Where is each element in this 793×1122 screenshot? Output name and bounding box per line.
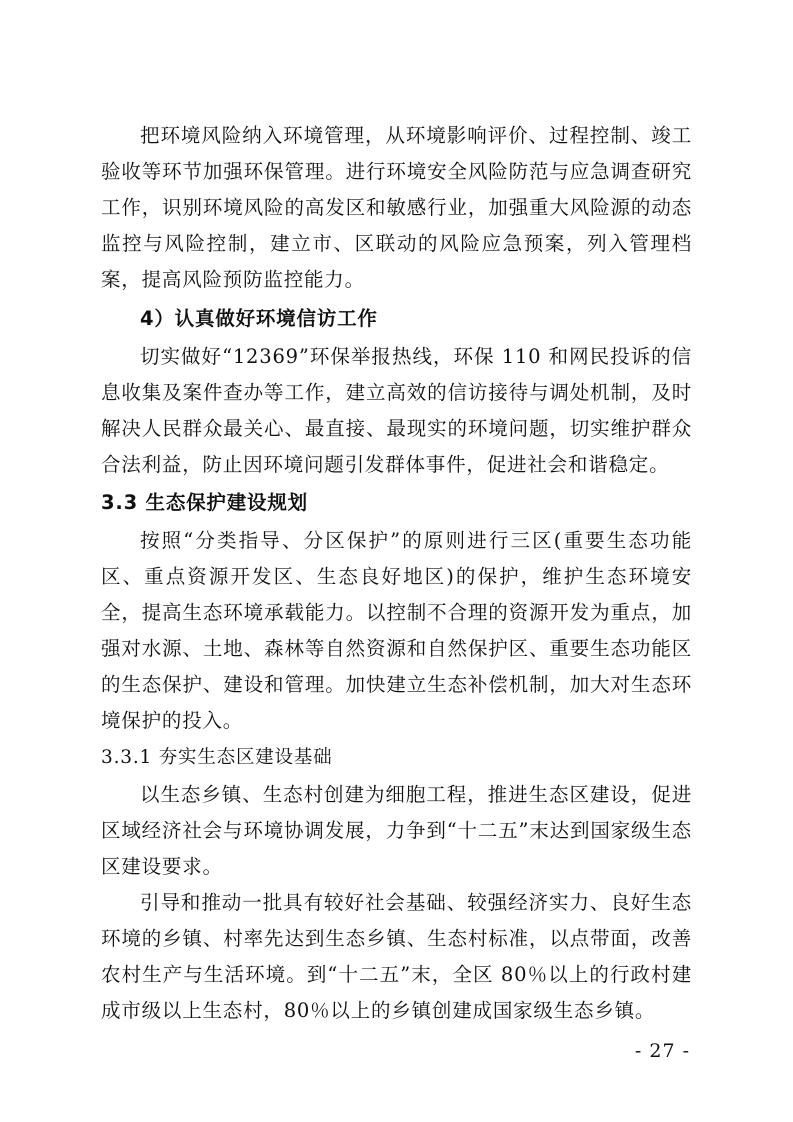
paragraph-environmental-risk: 把环境风险纳入环境管理，从环境影响评价、过程控制、竣工验收等环节加强环保管理。进行环境安全风险防范与应急调查研究工作，识别环境风险的高发区和敏感行业，加强重大风险源的动态监控与风险控制，建立市、区联动的风险应急预案，列入管理档案，提高风险预防监控能力。 bbox=[101, 124, 692, 291]
paragraph-ecological-protection: 按照“分类指导、分区保护”的原则进行三区(重要生态功能区、重点资源开发区、生态良好地区)的保护，维护生态环境安全，提高生态环境承载能力。以控制不合理的资源开发为重点，加强对水源、土地、森林等自然资源和自然保护区、重要生态功能区的生态保护、建设和管理。加快建立生态补偿机制，加大对生态环境保护的投入。 bbox=[101, 529, 692, 732]
section-title-ecological-protection: 3.3 生态保护建设规划 bbox=[101, 491, 308, 514]
page-body bbox=[101, 118, 692, 1029]
paragraph-petition-work: 切实做好“12369”环保举报热线，环保 110 和网民投诉的信息收集及案件查办等工作，建立高效的信访接待与调处机制，及时解决人民群众最关心、最直接、最现实的环境问题，切实维护群众合法利益，防止因环境问题引发群体事件，促进社会和谐稳定。 bbox=[101, 345, 692, 476]
page-number: - 27 - bbox=[634, 1040, 690, 1062]
subsection-title-eco-district-foundation: 3.3.1 夯实生态区建设基础 bbox=[101, 747, 333, 768]
paragraph-eco-district-1: 以生态乡镇、生态村创建为细胞工程，推进生态区建设，促进区域经济社会与环境协调发展，力争到“十二五”末达到国家级生态区建设要求。 bbox=[101, 783, 692, 878]
heading-petition-work: 4）认真做好环境信访工作 bbox=[140, 307, 378, 330]
paragraph-eco-district-2: 引导和推动一批具有较好社会基础、较强经济实力、良好生态环境的乡镇、村率先达到生态乡镇、生态村标准，以点带面，改善农村生产与生活环境。到“十二五”末，全区 80％以上的行政村建成市级以上生态村，80％以上的乡镇创建成国家级生态乡镇。 bbox=[101, 891, 692, 1022]
